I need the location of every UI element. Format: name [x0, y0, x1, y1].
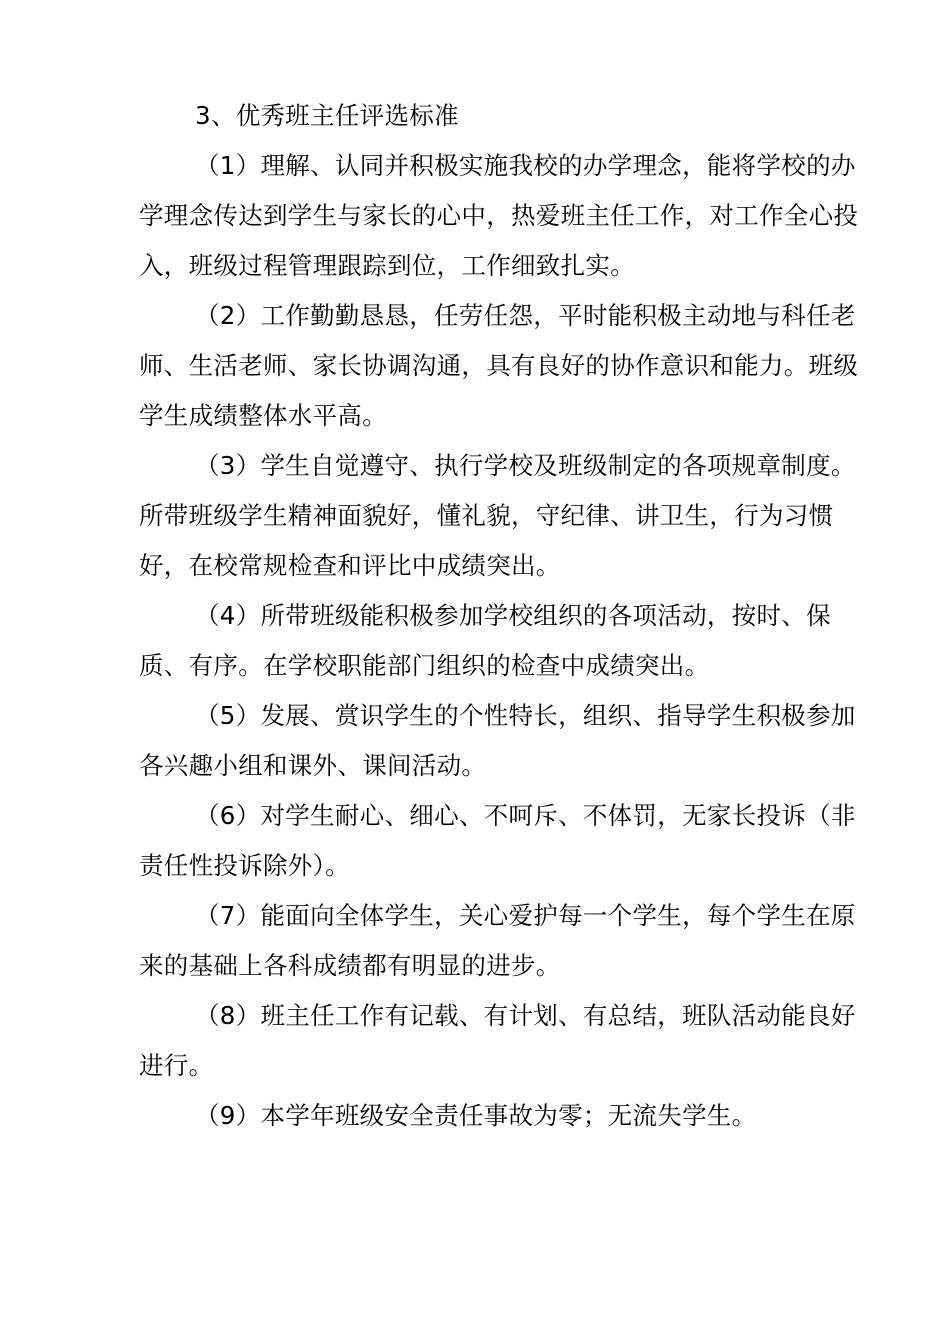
criterion-paragraph-4: （4）所带班级能积极参加学校组织的各项活动，按时、保质、有序。在学校职能部门组织的检查中成绩突出。 — [139, 601, 831, 680]
criterion-paragraph-3: （3）学生自觉遵守、执行学校及班级制定的各项规章制度。所带班级学生精神面貌好，懂礼貌，守纪律、讲卫生，行为习惯好，在校常规检查和评比中成绩突出。 — [139, 451, 856, 580]
criterion-paragraph-8: （8）班主任工作有记载、有计划、有总结，班队活动能良好进行。 — [139, 1001, 856, 1080]
criterion-paragraph-1: （1）理解、认同并积极实施我校的办学理念，能将学校的办学理念传达到学生与家长的心中，热爱班主任工作，对工作全心投入，班级过程管理跟踪到位，工作细致扎实。 — [139, 151, 859, 280]
section-heading: 3、优秀班主任评选标准 — [195, 101, 459, 130]
criterion-paragraph-9: （9）本学年班级安全责任事故为零；无流失学生。 — [195, 1101, 757, 1130]
criterion-paragraph-2: （2）工作勤勤恳恳，任劳任怨，平时能积极主动地与科任老师、生活老师、家长协调沟通，具有良好的协作意识和能力。班级学生成绩整体水平高。 — [139, 301, 859, 430]
document-body — [139, 91, 859, 1141]
criterion-paragraph-5: （5）发展、赏识学生的个性特长，组织、指导学生积极参加各兴趣小组和课外、课间活动。 — [139, 701, 856, 780]
criterion-paragraph-6: （6）对学生耐心、细心、不呵斥、不体罚，无家长投诉（非责任性投诉除外）。 — [139, 801, 856, 880]
criterion-paragraph-7: （7）能面向全体学生，关心爱护每一个学生，每个学生在原来的基础上各科成绩都有明显的进步。 — [139, 901, 856, 980]
